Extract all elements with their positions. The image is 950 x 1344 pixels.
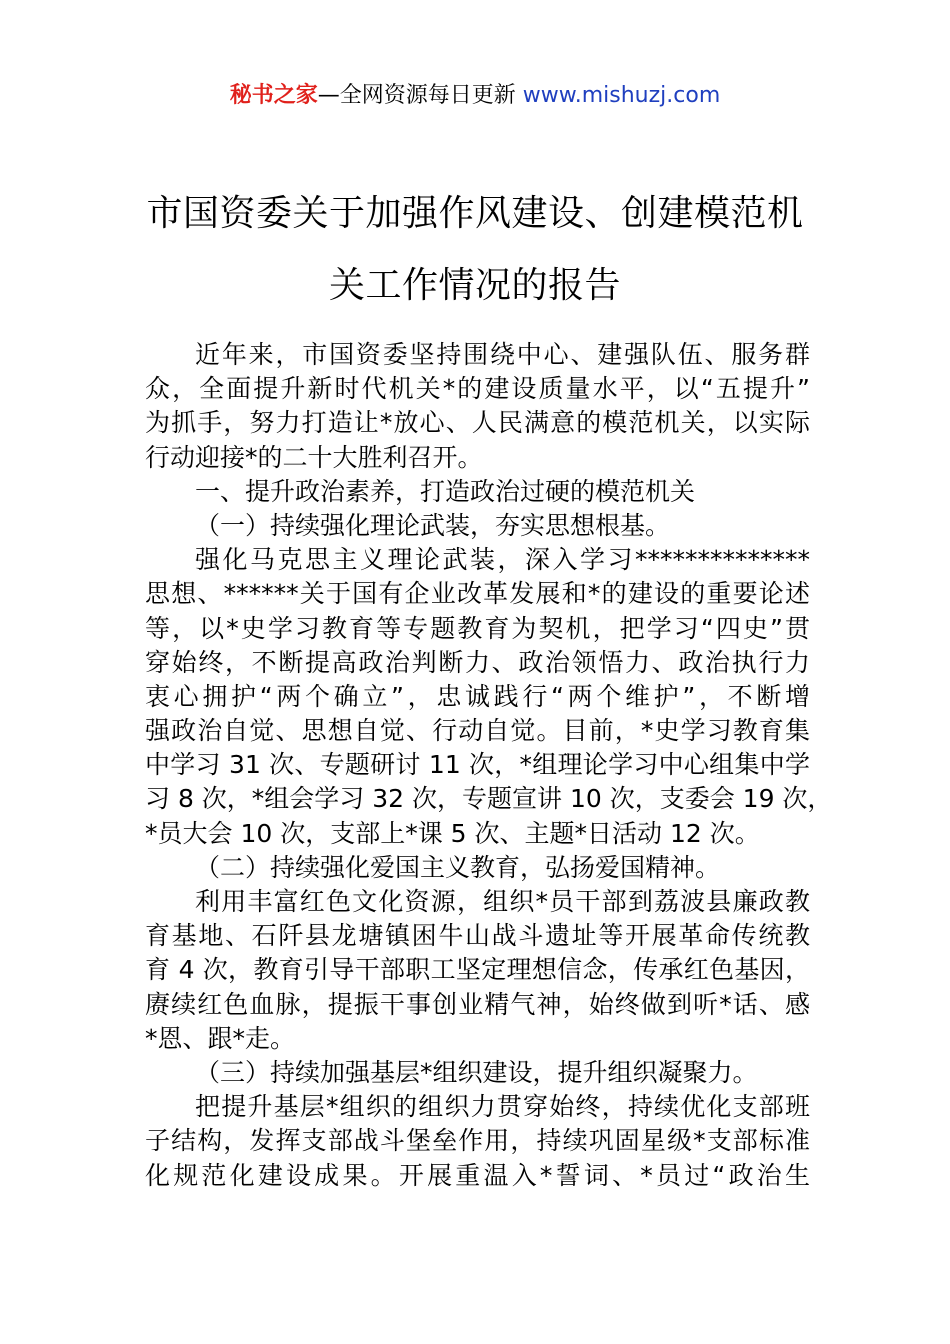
paragraph-line: 化规范化建设成果。开展重温入*誓词、*员过“政治生 [145, 1160, 810, 1190]
site-brand: 秘书之家 [229, 83, 318, 108]
paragraph-line: 穿始终，不断提高政治判断力、政治领悟力、政治执行力 [145, 647, 810, 677]
paragraph-line: 利用丰富红色文化资源，组织*员干部到荔波县廉政教 [195, 887, 810, 916]
paragraph-line: 强政治自觉、思想自觉、行动自觉。目前，*史学习教育集 [145, 716, 810, 746]
paragraph-line: 赓续红色血脉，提振干事创业精气神，始终做到听*话、感 [145, 989, 810, 1019]
paragraph-line: 衷心拥护“两个确立”，忠诚践行“两个维护”，不断增 [145, 681, 810, 711]
paragraph-line: *恩、跟*走。 [145, 1023, 296, 1053]
paragraph-line: 习 8 次，*组会学习 32 次，专题宣讲 10 次，支委会 19 次， [145, 784, 833, 814]
site-header [0, 80, 950, 112]
subsection-heading: （三）持续加强基层*组织建设，提升组织凝聚力。 [195, 1057, 758, 1087]
paragraph-line: 思想、******关于国有企业改革发展和*的建设的重要论述 [145, 579, 810, 609]
paragraph-line: 强化马克思主义理论武装，深入学习************** [195, 545, 810, 575]
paragraph-line: 育 4 次，教育引导干部职工坚定理想信念，传承红色基因， [145, 955, 810, 985]
subsection-heading: （二）持续强化爱国主义教育，弘扬爱国精神。 [195, 852, 721, 882]
site-url-link[interactable]: www.mishuzj.com [522, 83, 721, 108]
paragraph-line: 把提升基层*组织的组织力贯穿始终，持续优化支部班 [195, 1092, 810, 1122]
paragraph-line: 行动迎接*的二十大胜利召开。 [145, 442, 483, 472]
paragraph-line: 近年来，市国资委坚持围绕中心、建强队伍、服务群 [195, 340, 810, 369]
paragraph-line: 育基地、石阡县龙塘镇困牛山战斗遗址等开展革命传统教 [145, 921, 810, 951]
paragraph-line: 中学习 31 次、专题研讨 11 次，*组理论学习中心组集中学 [145, 750, 810, 780]
document-body [145, 338, 833, 1193]
site-tagline: —全网资源每日更新 [317, 83, 523, 108]
paragraph-line: 等，以*史学习教育等专题教育为契机，把学习“四史”贯 [145, 613, 810, 643]
document-title [100, 178, 850, 322]
paragraph-line: 子结构，发挥支部战斗堡垒作用，持续巩固星级*支部标准 [145, 1126, 810, 1156]
section-heading: 一、提升政治素养，打造政治过硬的模范机关 [195, 476, 696, 506]
title-line: 市国资委关于加强作风建设、创建模范机 [146, 193, 804, 234]
paragraph-line: 为抓手，努力打造让*放心、人民满意的模范机关，以实际 [145, 408, 810, 438]
paragraph-line: *员大会 10 次，支部上*课 5 次、主题*日活动 12 次。 [145, 818, 760, 848]
paragraph-line: 众，全面提升新时代机关*的建设质量水平，以“五提升” [145, 374, 810, 404]
subsection-heading: （一）持续强化理论武装，夯实思想根基。 [195, 510, 671, 540]
title-line: 关工作情况的报告 [328, 265, 621, 306]
